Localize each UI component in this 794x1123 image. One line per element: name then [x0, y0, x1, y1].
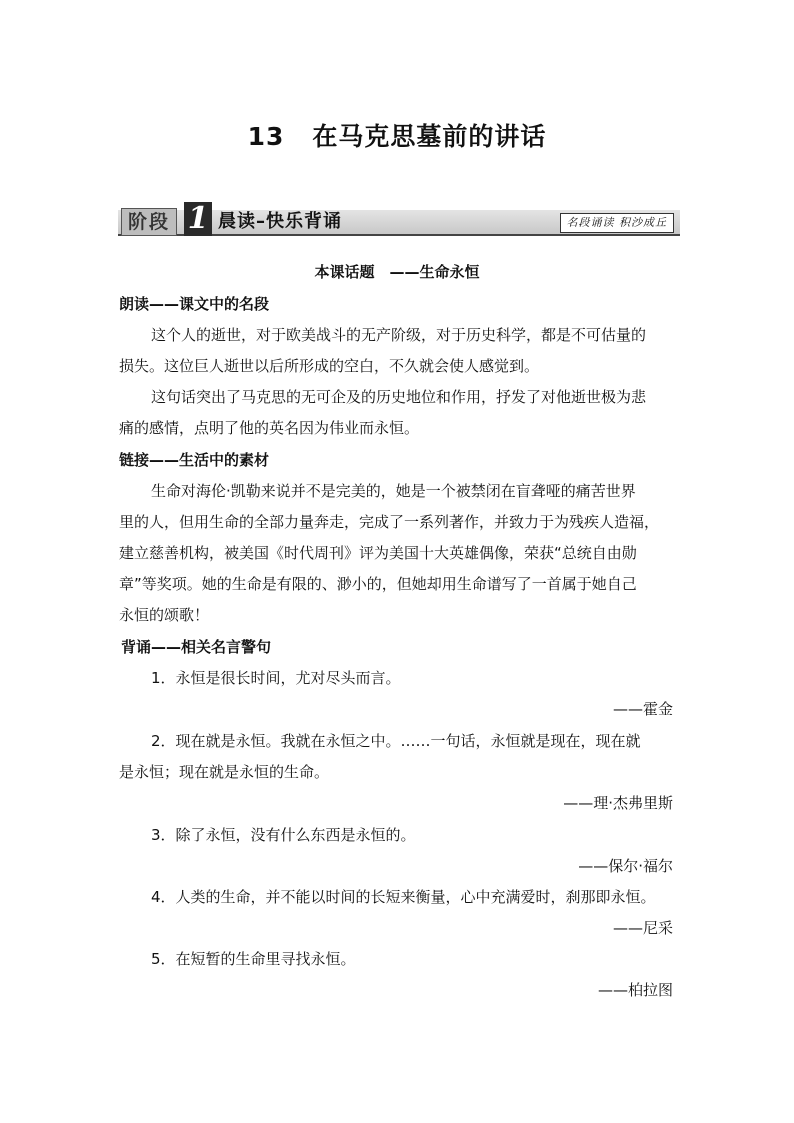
paragraph-line: 损失。这位巨人逝世以后所形成的空白，不久就会使人感觉到。: [119, 357, 540, 375]
stage-label: 阶段: [121, 208, 177, 236]
quote-line: 4．人类的生命，并不能以时间的长短来衡量，心中充满爱时，刹那即永恒。: [151, 888, 656, 906]
lesson-title-text: 在马克思墓前的讲话: [312, 122, 547, 151]
stage-motto: 名段诵读 积沙成丘: [560, 213, 675, 233]
lesson-number: 13: [247, 122, 285, 151]
quote-line: 2．现在就是永恒。我就在永恒之中。……一句话，永恒就是现在，现在就: [151, 732, 641, 750]
stage-banner: [118, 201, 680, 236]
quote-line: 5．在短暂的生命里寻找永恒。: [151, 950, 356, 968]
paragraph-line: 这句话突出了马克思的无可企及的历史地位和作用，抒发了对他逝世极为悲: [151, 388, 647, 406]
section-heading-read: 朗读——课文中的名段: [119, 295, 270, 313]
quote-author: ——尼采: [612, 919, 673, 937]
section-heading-recite: 背诵——相关名言警句: [121, 638, 272, 656]
quote-author: ——霍金: [612, 700, 673, 718]
quote-line: 是永恒；现在就是永恒的生命。: [119, 763, 330, 781]
quote-author: ——保尔·福尔: [578, 857, 673, 875]
paragraph-line: 里的人，但用生命的全部力量奔走，完成了一系列著作，并致力于为残疾人造福，: [119, 513, 660, 531]
section-heading-link: 链接——生活中的素材: [119, 451, 270, 469]
paragraph-line: 章”等奖项。她的生命是有限的、渺小的，但她却用生命谱写了一首属于她自己: [119, 575, 637, 593]
quote-author: ——理·杰弗里斯: [563, 794, 673, 812]
lesson-title: [0, 117, 794, 153]
quote-author: ——柏拉图: [597, 981, 673, 999]
quote-line: 3．除了永恒，没有什么东西是永恒的。: [151, 826, 416, 844]
quote-line: 1．永恒是很长时间，尤对尽头而言。: [151, 669, 401, 687]
paragraph-line: 这个人的逝世，对于欧美战斗的无产阶级，对于历史科学，都是不可估量的: [151, 326, 647, 344]
stage-number: 1: [184, 202, 212, 236]
paragraph-line: 永恒的颂歌！: [119, 606, 210, 624]
topic-line: 本课话题 ——生命永恒: [314, 263, 480, 281]
paragraph-line: 建立慈善机构，被美国《时代周刊》评为美国十大英雄偶像，荣获“总统自由勋: [119, 544, 637, 562]
paragraph-line: 痛的感情，点明了他的英名因为伟业而永恒。: [119, 419, 420, 437]
paragraph-line: 生命对海伦·凯勒来说并不是完美的，她是一个被禁闭在盲聋哑的痛苦世界: [151, 482, 636, 500]
stage-title: 晨读–快乐背诵: [218, 211, 342, 232]
